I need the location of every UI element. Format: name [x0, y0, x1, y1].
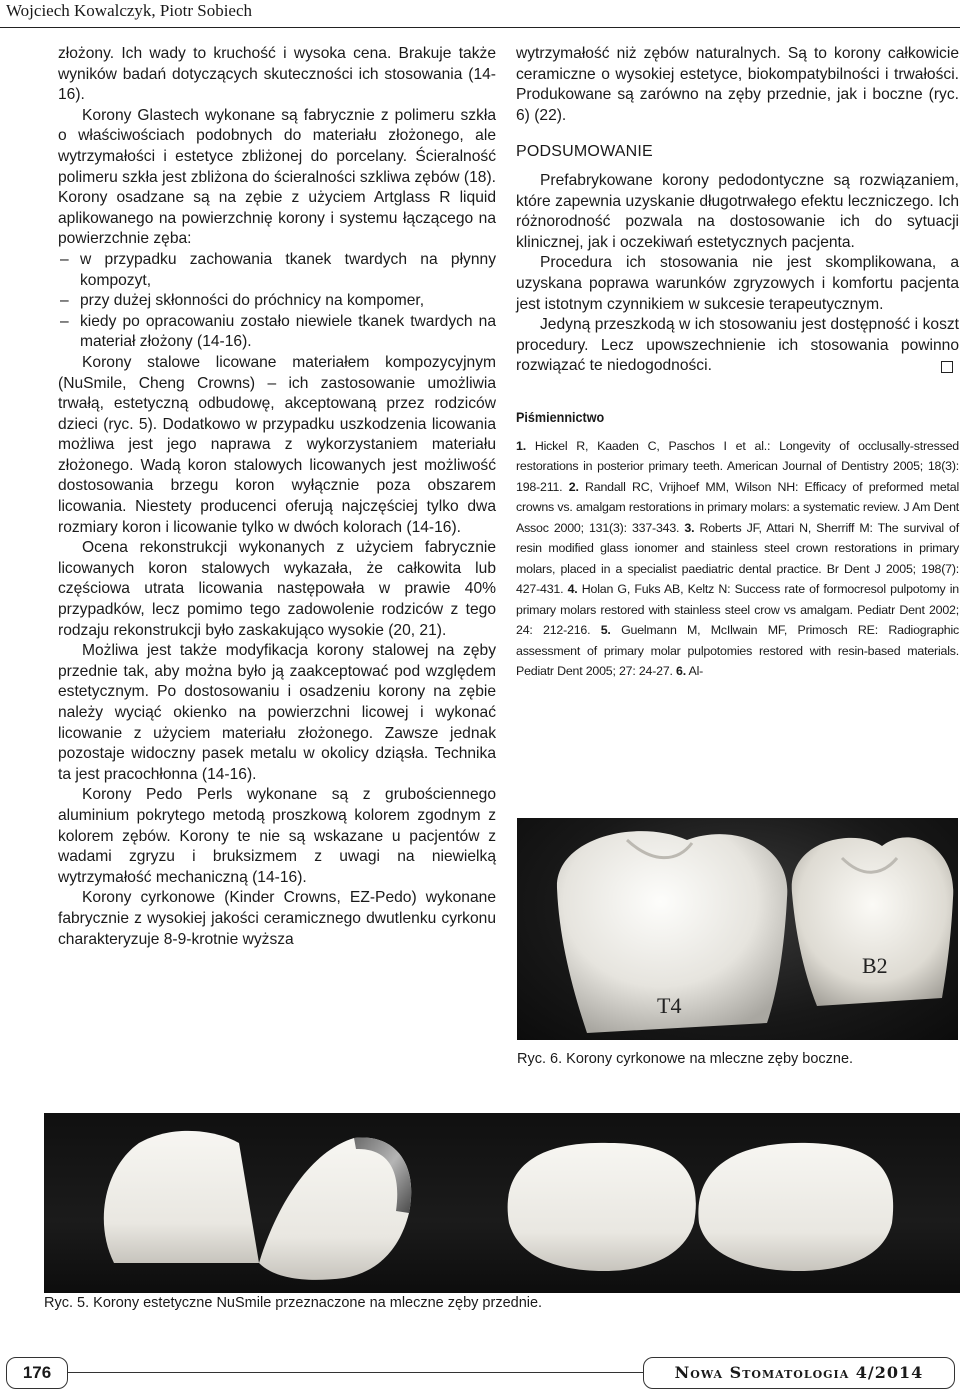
ref-text: Hickel R, Kaaden C, Paschos I et al.: Longevity of occlusally-stressed restorations in posterior primary teeth. American Journal of Dentistry 2005; 18(3): 198-211. [516, 438, 959, 494]
crown-incisor-left [508, 1143, 696, 1271]
ref-number: 3. [684, 520, 695, 535]
figure-5-photo [44, 1113, 960, 1293]
paragraph [516, 315, 959, 377]
ref-number: 6. [676, 664, 686, 678]
paragraph: Korony stalowe licowane materiałem kompozycyjnym (NuSmile, Cheng Crowns) – ich zastosowanie umożliwia trwałą, estetyczną odbudowę, akceptowaną przez rodziców dzieci (ryc. 5). Dodatkowo w przypadku uszkodzenia licowania możliwa jest jego naprawa z wykorzystaniem materiału złożonego. Wadą koron stalowych licowanych jest możliwość dostosowania brzegu koron wyłącznie poza obszarem licowania. Niestety producenci oferują najczęściej tylko dwa rozmiary koron i licowanie tylko w dwóch kolorach (14-16). [58, 353, 496, 536]
header-authors: Wojciech Kowalczyk, Piotr Sobiech [6, 1, 253, 20]
journal-name: Nowa Stomatologia 4/2014 [643, 1357, 955, 1389]
running-header [0, 0, 960, 28]
footer-rule [66, 1372, 643, 1373]
dash-list [58, 250, 496, 353]
list-item: – w przypadku zachowania tkanek twardych na płynny kompozyt, [80, 250, 496, 291]
references-title: Piśmiennictwo [516, 408, 605, 425]
list-item: – kiedy po opracowaniu zostało niewiele tkanek twardych na materiał złożony (14-16). [80, 312, 496, 353]
crown-right [792, 837, 954, 1006]
list-item: – przy dużej skłonności do próchnicy na kompomer, [80, 291, 496, 312]
page-number: 176 [6, 1357, 68, 1389]
crown-front-view [104, 1131, 259, 1263]
references [516, 436, 959, 682]
end-of-article-icon [941, 361, 953, 373]
nusmile-crowns-illustration [44, 1113, 960, 1293]
figure-5-caption: Ryc. 5. Korony estetyczne NuSmile przeznaczone na mleczne zęby przednie. [44, 1295, 543, 1311]
paragraph: wytrzymałość niż zębów naturalnych. Są to korony całkowicie ceramiczne o wysokiej estetyce, biokompatybilności i trwałości. Produkowane są zarówno na zęby przednie, jak i boczne (ryc. 6) (22). [516, 45, 959, 124]
crown-label-b2: B2 [862, 953, 888, 978]
paragraph: złożony. Ich wady to kruchość i wysoka cena. Brakuje także wyników badań dotyczących skuteczności ich stosowania (14-16). [58, 45, 496, 104]
crown-incisor-right [698, 1143, 893, 1271]
section-title: PODSUMOWANIE [516, 143, 653, 161]
ref-text: Al- [688, 664, 704, 678]
zirconia-crowns-illustration [517, 818, 958, 1040]
ref-number: 1. [516, 438, 526, 453]
paragraph: Ocena rekonstrukcji wykonanych z użyciem fabrycznie licowanych koron stalowych wykazała, że całkowita lub częściowa utrata licowania następowała w prawie 40% przypadków, lecz pomimo tego zadowolenie rodziców z tego rodzaju rekonstrukcji było zaskakująco wysokie (20, 21). [58, 539, 496, 639]
paragraph: Korony Pedo Perls wykonane są z grubościennego aluminium pokrytego metodą proszkową kolorem zgodnym z kolorem zębów. Korony te nie są wskazane u pacjentów z wadami zgryzu i bruksizmem z uwagi na niewielką wytrzymałość mechaniczną (14-16). [58, 786, 496, 886]
paragraph: Korony cyrkonowe (Kinder Crowns, EZ-Pedo) wykonane fabrycznie z wysokiej jakości ceramicznego dwutlenku cyrkonu charakteryzuje 8-9-krotnie wyższa [58, 889, 496, 948]
paragraph: Prefabrykowane korony pedodontyczne są rozwiązaniem, które zapewnia uzyskanie długotrwałego efektu leczniczego. Ich różnorodność pozwala na dostosowanie ich do sytuacji klinicznej, jak i oczekiwań estetycznych pacjenta. [516, 171, 959, 251]
ref-text: Roberts JF, Attari N, Sherriff M: The survival of resin modified glass ionomer and stainless steel crown restorations in primary molars, placed in a specialist paediatric dental practice. Br Dent J 2005; 198(7): 427-431. [516, 520, 959, 596]
left-column [58, 44, 496, 950]
ref-number: 4. [567, 582, 578, 596]
figure-6-caption: Ryc. 6. Korony cyrkonowe na mleczne zęby boczne. [517, 1051, 854, 1067]
paragraph: Możliwa jest także modyfikacja korony stalowej na zęby przednie tak, aby można było ją zaakceptować pod względem estetycznym. Po dostosowaniu i osadzeniu korony na zębie należy wyciąć okienko na powierzchni licowej i wykonać licowanie z użyciem materiału złożonego. Zawsze jednak pozostaje widoczny pasek metalu w okolicy dziąsła. Technika ta jest pracochłonna (14-16). [58, 642, 496, 783]
crown-label-t4: T4 [657, 993, 682, 1018]
paragraph: Korony Glastech wykonane są fabrycznie z polimeru szkła o właściwościach podobnych do materiału złożonego, ale wytrzymałości i estetyce zbliżonej do porcelany. Ścieralność polimeru szkła jest zbliżona do ścieralności szkliwa zębów (18). Korony osadzane są na zębie z użyciem Artglass R liquid aplikowanego na powierzchnię korony i systemu łączącego na powierzchnie zęba: [58, 106, 496, 248]
ref-text: Holan G, Fuks AB, Keltz N: Success rate of formocresol pulpotomy in primary molars restored with stainless steel crow vs amalgam. Pediatr Dent 2002; 24: 212-216. [516, 582, 960, 637]
ref-text: Randall RC, Vrijhoef MM, Wilson NH: Efficacy of preformed metal crowns vs. amalgam restorations in primary molars: a systematic review. J Am Dent Assoc 2000; 131(3): 337-343. [516, 479, 960, 535]
figure-6-photo [517, 818, 958, 1040]
paragraph-text: Jedyną przeszkodą w ich stosowaniu jest dostępność i koszt procedury. Lecz upowszechnienie ich stosowania powinno rozwiązać te niedogodności. [516, 316, 959, 375]
right-column [516, 44, 959, 682]
ref-number: 5. [600, 623, 611, 637]
paragraph: Procedura ich stosowania nie jest skomplikowana, a uzyskana poprawa warunków zgryzowych i komfortu pacjenta jest istotnym czynnikiem w sukcesie terapeutycznym. [516, 254, 959, 313]
ref-number: 2. [568, 479, 579, 494]
ref-text: Guelmann M, McIlwain MF, Primosch RE: Radiographic assessment of primary molar pulpotomies restored with resin-based materials. Pediatr Dent 2005; 27: 24-27. [516, 623, 959, 678]
